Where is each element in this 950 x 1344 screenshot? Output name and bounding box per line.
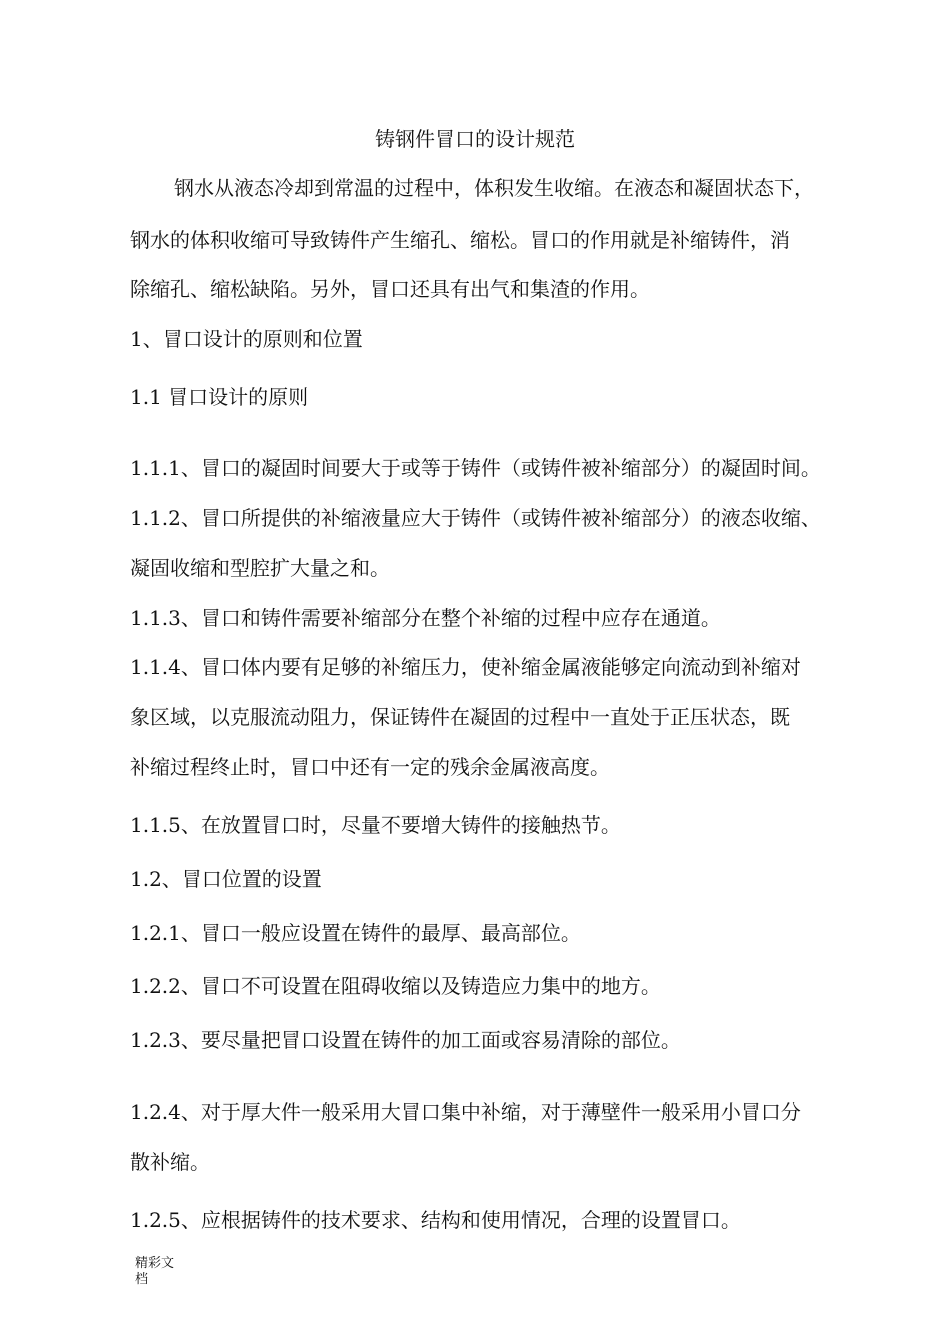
footer-watermark: [135, 1256, 185, 1288]
item-1-1-5: 1.1.5、在放置冒口时，尽量不要增大铸件的接触热节。: [130, 813, 621, 837]
section-heading-1-2: 1.2、冒口位置的设置: [130, 867, 322, 891]
intro-paragraph-line-1: 钢水从液态冷却到常温的过程中，体积发生收缩。在液态和凝固状态下，: [174, 176, 814, 200]
footer-line-1: 精彩文: [135, 1256, 175, 1271]
item-1-2-5: 1.2.5、应根据铸件的技术要求、结构和使用情况，合理的设置冒口。: [130, 1208, 741, 1232]
item-1-2-4-line-1: 1.2.4、对于厚大件一般采用大冒口集中补缩，对于薄壁件一般采用小冒口分: [130, 1100, 801, 1124]
item-1-1-1: 1.1.1、冒口的凝固时间要大于或等于铸件（或铸件被补缩部分）的凝固时间。: [130, 456, 821, 480]
section-heading-1: 1、冒口设计的原则和位置: [130, 327, 363, 351]
footer-line-2: 档: [135, 1272, 149, 1287]
item-1-2-3: 1.2.3、要尽量把冒口设置在铸件的加工面或容易清除的部位。: [130, 1028, 681, 1052]
item-1-1-4-line-3: 补缩过程终止时，冒口中还有一定的残余金属液高度。: [130, 755, 610, 779]
item-1-2-1: 1.2.1、冒口一般应设置在铸件的最厚、最高部位。: [130, 921, 581, 945]
section-heading-1-1: 1.1 冒口设计的原则: [130, 385, 309, 409]
item-1-1-3: 1.1.3、冒口和铸件需要补缩部分在整个补缩的过程中应存在通道。: [130, 606, 721, 630]
item-1-2-4-line-2: 散补缩。: [130, 1150, 210, 1174]
item-1-1-4-line-2: 象区域，以克服流动阻力，保证铸件在凝固的过程中一直处于正压状态，既: [130, 705, 790, 729]
item-1-2-2: 1.2.2、冒口不可设置在阻碍收缩以及铸造应力集中的地方。: [130, 974, 661, 998]
item-1-1-2-line-1: 1.1.2、冒口所提供的补缩液量应大于铸件（或铸件被补缩部分）的液态收缩、: [130, 506, 821, 530]
intro-paragraph-line-3: 除缩孔、缩松缺陷。另外，冒口还具有出气和集渣的作用。: [130, 277, 650, 301]
document-title: 铸钢件冒口的设计规范: [375, 127, 575, 151]
intro-paragraph-line-2: 钢水的体积收缩可导致铸件产生缩孔、缩松。冒口的作用就是补缩铸件，消: [130, 228, 790, 252]
item-1-1-4-line-1: 1.1.4、冒口体内要有足够的补缩压力，使补缩金属液能够定向流动到补缩对: [130, 655, 801, 679]
item-1-1-2-line-2: 凝固收缩和型腔扩大量之和。: [130, 556, 390, 580]
